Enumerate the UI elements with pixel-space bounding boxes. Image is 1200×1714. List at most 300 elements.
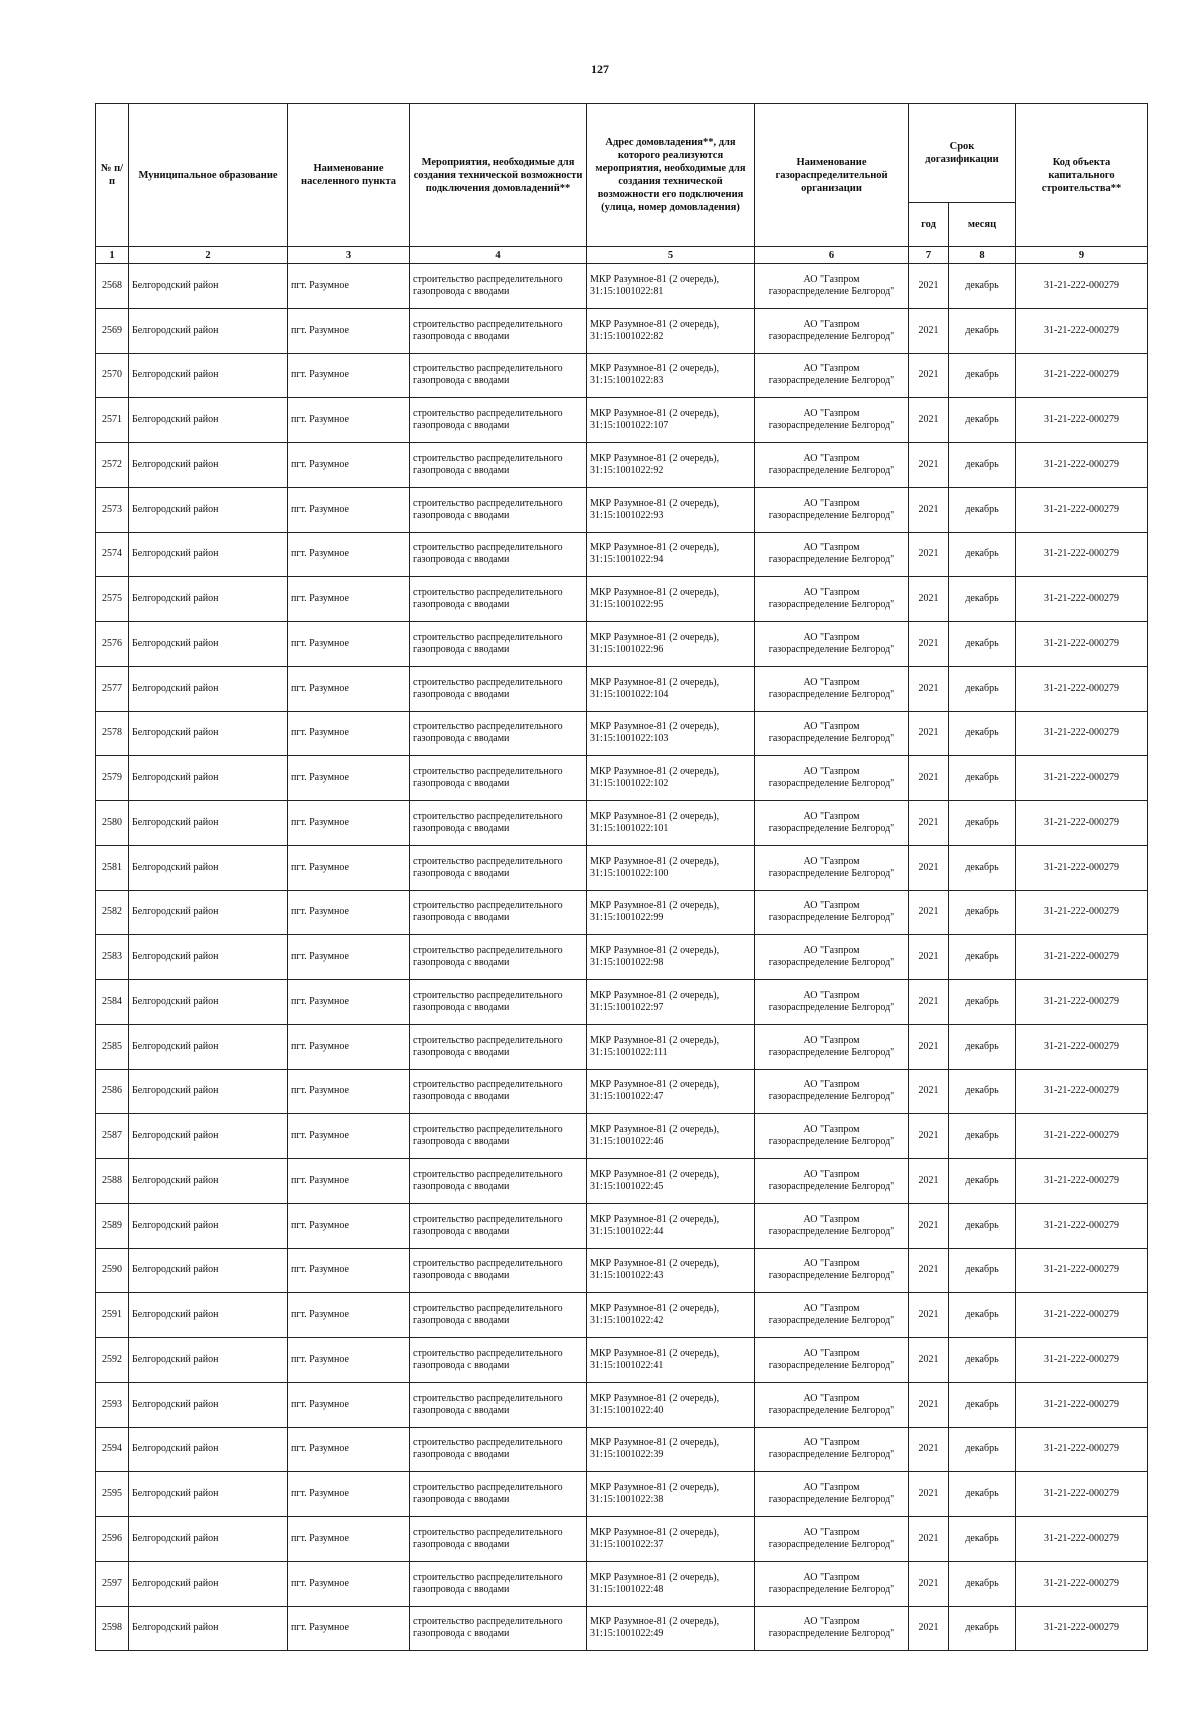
cell-address-line: 31:15:1001022:39 xyxy=(590,1449,664,1461)
cell-municipality: Белгородский район xyxy=(129,1293,288,1338)
cell-measures-line: газопровода с вводами xyxy=(413,1628,510,1640)
cell-municipality: Белгородский район xyxy=(129,622,288,667)
cell-code: 31-21-222-000279 xyxy=(1016,1517,1148,1562)
cell-address-line: МКР Разумное-81 (2 очередь), xyxy=(590,1482,720,1494)
cell-address xyxy=(587,1114,755,1159)
table-row xyxy=(96,1561,1148,1606)
cell-locality: пгт. Разумное xyxy=(288,1517,410,1562)
cell-address-line: МКР Разумное-81 (2 очередь), xyxy=(590,1571,720,1583)
cell-code: 31-21-222-000279 xyxy=(1016,1114,1148,1159)
cell-measures xyxy=(410,711,587,756)
cell-measures xyxy=(410,1203,587,1248)
table-row xyxy=(96,1114,1148,1159)
cell-year: 2021 xyxy=(909,264,949,309)
cell-org-line: газораспределение Белгород" xyxy=(768,599,895,611)
cell-month: декабрь xyxy=(949,1561,1016,1606)
cell-org-line: АО "Газпром xyxy=(803,1079,860,1091)
cell-locality: пгт. Разумное xyxy=(288,1069,410,1114)
cell-measures-line: строительство распределительного xyxy=(413,363,563,375)
cell-code: 31-21-222-000279 xyxy=(1016,1248,1148,1293)
header-address: Адрес домовладения**, для которого реализуются мероприятия, необходимые для создания технической возможности его подключения (улица, номер домовладения) xyxy=(587,104,755,247)
cell-year: 2021 xyxy=(909,1561,949,1606)
cell-num: 2591 xyxy=(96,1293,129,1338)
cell-measures-line: строительство распределительного xyxy=(413,1616,563,1628)
column-number: 1 xyxy=(96,247,129,264)
cell-month: декабрь xyxy=(949,622,1016,667)
cell-measures-line: газопровода с вводами xyxy=(413,1583,510,1595)
cell-address xyxy=(587,935,755,980)
cell-address xyxy=(587,1382,755,1427)
cell-year: 2021 xyxy=(909,1159,949,1204)
cell-address-line: МКР Разумное-81 (2 очередь), xyxy=(590,497,720,509)
cell-address-line: 31:15:1001022:99 xyxy=(590,912,664,924)
cell-address-line: МКР Разумное-81 (2 очередь), xyxy=(590,1124,720,1136)
cell-num: 2588 xyxy=(96,1159,129,1204)
cell-measures-line: строительство распределительного xyxy=(413,542,563,554)
table-row xyxy=(96,1517,1148,1562)
cell-code: 31-21-222-000279 xyxy=(1016,845,1148,890)
cell-num: 2578 xyxy=(96,711,129,756)
cell-year: 2021 xyxy=(909,1338,949,1383)
cell-org-line: АО "Газпром xyxy=(803,1526,860,1538)
cell-measures-line: строительство распределительного xyxy=(413,1213,563,1225)
cell-measures xyxy=(410,756,587,801)
cell-num: 2572 xyxy=(96,443,129,488)
cell-measures-line: строительство распределительного xyxy=(413,1347,563,1359)
cell-locality: пгт. Разумное xyxy=(288,1293,410,1338)
cell-num: 2581 xyxy=(96,845,129,890)
cell-address-line: МКР Разумное-81 (2 очередь), xyxy=(590,1526,720,1538)
cell-address xyxy=(587,1427,755,1472)
cell-address-line: 31:15:1001022:111 xyxy=(590,1046,668,1058)
cell-measures-line: газопровода с вводами xyxy=(413,509,510,521)
cell-org-line: газораспределение Белгород" xyxy=(768,867,895,879)
cell-month: декабрь xyxy=(949,935,1016,980)
table-row xyxy=(96,756,1148,801)
cell-address xyxy=(587,353,755,398)
cell-address xyxy=(587,1606,755,1651)
cell-locality: пгт. Разумное xyxy=(288,1024,410,1069)
cell-month: декабрь xyxy=(949,577,1016,622)
cell-address-line: МКР Разумное-81 (2 очередь), xyxy=(590,1616,720,1628)
header-num: № п/п xyxy=(96,104,129,247)
cell-code: 31-21-222-000279 xyxy=(1016,398,1148,443)
cell-org xyxy=(755,711,909,756)
cell-municipality: Белгородский район xyxy=(129,577,288,622)
cell-code: 31-21-222-000279 xyxy=(1016,1024,1148,1069)
cell-org-line: АО "Газпром xyxy=(803,587,860,599)
header-municipality: Муниципальное образование xyxy=(129,104,288,247)
cell-month: декабрь xyxy=(949,1338,1016,1383)
cell-address-line: МКР Разумное-81 (2 очередь), xyxy=(590,631,720,643)
cell-num: 2575 xyxy=(96,577,129,622)
cell-org-line: АО "Газпром xyxy=(803,1258,860,1270)
cell-measures xyxy=(410,666,587,711)
cell-municipality: Белгородский район xyxy=(129,1248,288,1293)
cell-address-line: МКР Разумное-81 (2 очередь), xyxy=(590,587,720,599)
cell-num: 2580 xyxy=(96,801,129,846)
cell-code: 31-21-222-000279 xyxy=(1016,980,1148,1025)
cell-measures xyxy=(410,890,587,935)
cell-measures-line: строительство распределительного xyxy=(413,587,563,599)
cell-org-line: АО "Газпром xyxy=(803,408,860,420)
cell-measures xyxy=(410,1427,587,1472)
cell-month: декабрь xyxy=(949,1203,1016,1248)
cell-org-line: газораспределение Белгород" xyxy=(768,912,895,924)
cell-org-line: газораспределение Белгород" xyxy=(768,420,895,432)
cell-org xyxy=(755,1382,909,1427)
column-number: 2 xyxy=(129,247,288,264)
cell-year: 2021 xyxy=(909,711,949,756)
cell-measures xyxy=(410,353,587,398)
column-number: 6 xyxy=(755,247,909,264)
cell-code: 31-21-222-000279 xyxy=(1016,756,1148,801)
cell-address xyxy=(587,1338,755,1383)
cell-org-line: АО "Газпром xyxy=(803,1616,860,1628)
cell-municipality: Белгородский район xyxy=(129,264,288,309)
cell-org-line: АО "Газпром xyxy=(803,1482,860,1494)
cell-measures xyxy=(410,577,587,622)
cell-org-line: АО "Газпром xyxy=(803,363,860,375)
table-row xyxy=(96,890,1148,935)
cell-code: 31-21-222-000279 xyxy=(1016,264,1148,309)
cell-measures-line: строительство распределительного xyxy=(413,408,563,420)
cell-address-line: 31:15:1001022:47 xyxy=(590,1091,664,1103)
cell-measures-line: газопровода с вводами xyxy=(413,1538,510,1550)
cell-measures-line: газопровода с вводами xyxy=(413,912,510,924)
cell-measures-line: строительство распределительного xyxy=(413,1482,563,1494)
cell-org-line: газораспределение Белгород" xyxy=(768,957,895,969)
cell-measures-line: газопровода с вводами xyxy=(413,1404,510,1416)
cell-org-line: газораспределение Белгород" xyxy=(768,464,895,476)
cell-year: 2021 xyxy=(909,1293,949,1338)
cell-org-line: АО "Газпром xyxy=(803,452,860,464)
table-row xyxy=(96,353,1148,398)
cell-address xyxy=(587,1024,755,1069)
cell-org-line: АО "Газпром xyxy=(803,1034,860,1046)
cell-address-line: МКР Разумное-81 (2 очередь), xyxy=(590,721,720,733)
cell-municipality: Белгородский район xyxy=(129,1561,288,1606)
cell-municipality: Белгородский район xyxy=(129,1203,288,1248)
cell-year: 2021 xyxy=(909,487,949,532)
cell-locality: пгт. Разумное xyxy=(288,1472,410,1517)
cell-address-line: 31:15:1001022:81 xyxy=(590,285,664,297)
cell-address xyxy=(587,890,755,935)
cell-month: декабрь xyxy=(949,1606,1016,1651)
cell-address-line: 31:15:1001022:41 xyxy=(590,1359,664,1371)
cell-org-line: газораспределение Белгород" xyxy=(768,688,895,700)
cell-address-line: 31:15:1001022:107 xyxy=(590,420,669,432)
cell-org xyxy=(755,935,909,980)
cell-address-line: 31:15:1001022:82 xyxy=(590,330,664,342)
cell-org xyxy=(755,1024,909,1069)
cell-org xyxy=(755,1248,909,1293)
cell-address-line: МКР Разумное-81 (2 очередь), xyxy=(590,1213,720,1225)
cell-locality: пгт. Разумное xyxy=(288,1561,410,1606)
cell-address-line: 31:15:1001022:103 xyxy=(590,733,669,745)
cell-municipality: Белгородский район xyxy=(129,532,288,577)
cell-locality: пгт. Разумное xyxy=(288,1114,410,1159)
cell-org xyxy=(755,622,909,667)
cell-month: декабрь xyxy=(949,532,1016,577)
cell-org-line: АО "Газпром xyxy=(803,1168,860,1180)
cell-month: декабрь xyxy=(949,1293,1016,1338)
cell-measures-line: газопровода с вводами xyxy=(413,464,510,476)
cell-measures xyxy=(410,845,587,890)
cell-org-line: газораспределение Белгород" xyxy=(768,1404,895,1416)
cell-address-line: МКР Разумное-81 (2 очередь), xyxy=(590,1168,720,1180)
cell-org-line: АО "Газпром xyxy=(803,900,860,912)
cell-municipality: Белгородский район xyxy=(129,1024,288,1069)
cell-address xyxy=(587,487,755,532)
cell-year: 2021 xyxy=(909,1517,949,1562)
cell-org-line: газораспределение Белгород" xyxy=(768,1628,895,1640)
cell-measures-line: газопровода с вводами xyxy=(413,1225,510,1237)
cell-code: 31-21-222-000279 xyxy=(1016,1427,1148,1472)
cell-measures-line: газопровода с вводами xyxy=(413,1001,510,1013)
cell-address-line: МКР Разумное-81 (2 очередь), xyxy=(590,1437,720,1449)
cell-org-line: АО "Газпром xyxy=(803,945,860,957)
table-row xyxy=(96,935,1148,980)
cell-org xyxy=(755,1203,909,1248)
cell-measures-line: строительство распределительного xyxy=(413,1392,563,1404)
cell-code: 31-21-222-000279 xyxy=(1016,1069,1148,1114)
cell-address-line: 31:15:1001022:98 xyxy=(590,957,664,969)
cell-address-line: МКР Разумное-81 (2 очередь), xyxy=(590,855,720,867)
cell-org xyxy=(755,353,909,398)
cell-month: декабрь xyxy=(949,1159,1016,1204)
cell-month: декабрь xyxy=(949,308,1016,353)
cell-num: 2585 xyxy=(96,1024,129,1069)
cell-org-line: газораспределение Белгород" xyxy=(768,1046,895,1058)
cell-year: 2021 xyxy=(909,1248,949,1293)
table-row xyxy=(96,1293,1148,1338)
cell-measures-line: газопровода с вводами xyxy=(413,599,510,611)
cell-code: 31-21-222-000279 xyxy=(1016,1382,1148,1427)
cell-locality: пгт. Разумное xyxy=(288,487,410,532)
table-row xyxy=(96,308,1148,353)
cell-address-line: 31:15:1001022:49 xyxy=(590,1628,664,1640)
cell-measures xyxy=(410,1114,587,1159)
cell-address-line: 31:15:1001022:44 xyxy=(590,1225,664,1237)
cell-municipality: Белгородский район xyxy=(129,1427,288,1472)
cell-year: 2021 xyxy=(909,1382,949,1427)
cell-month: декабрь xyxy=(949,264,1016,309)
cell-municipality: Белгородский район xyxy=(129,1338,288,1383)
cell-measures xyxy=(410,622,587,667)
cell-measures xyxy=(410,1024,587,1069)
cell-measures-line: газопровода с вводами xyxy=(413,285,510,297)
cell-address xyxy=(587,398,755,443)
cell-address-line: 31:15:1001022:100 xyxy=(590,867,669,879)
cell-org-line: АО "Газпром xyxy=(803,1124,860,1136)
cell-year: 2021 xyxy=(909,1606,949,1651)
cell-address xyxy=(587,711,755,756)
cell-num: 2570 xyxy=(96,353,129,398)
cell-code: 31-21-222-000279 xyxy=(1016,1293,1148,1338)
cell-measures xyxy=(410,1293,587,1338)
cell-address xyxy=(587,577,755,622)
cell-address xyxy=(587,980,755,1025)
cell-num: 2577 xyxy=(96,666,129,711)
cell-month: декабрь xyxy=(949,1114,1016,1159)
cell-org xyxy=(755,1472,909,1517)
cell-municipality: Белгородский район xyxy=(129,1517,288,1562)
cell-measures-line: газопровода с вводами xyxy=(413,1136,510,1148)
table-row xyxy=(96,577,1148,622)
cell-code: 31-21-222-000279 xyxy=(1016,935,1148,980)
cell-address-line: 31:15:1001022:93 xyxy=(590,509,664,521)
cell-address-line: 31:15:1001022:97 xyxy=(590,1001,664,1013)
cell-address-line: 31:15:1001022:38 xyxy=(590,1494,664,1506)
cell-org xyxy=(755,980,909,1025)
cell-locality: пгт. Разумное xyxy=(288,443,410,488)
cell-measures-line: газопровода с вводами xyxy=(413,822,510,834)
cell-address-line: 31:15:1001022:37 xyxy=(590,1538,664,1550)
table-row xyxy=(96,264,1148,309)
cell-measures-line: строительство распределительного xyxy=(413,497,563,509)
cell-org-line: АО "Газпром xyxy=(803,1213,860,1225)
header-locality: Наименование населенного пункта xyxy=(288,104,410,247)
cell-org xyxy=(755,443,909,488)
cell-code: 31-21-222-000279 xyxy=(1016,577,1148,622)
cell-num: 2594 xyxy=(96,1427,129,1472)
cell-org xyxy=(755,398,909,443)
cell-org-line: АО "Газпром xyxy=(803,1392,860,1404)
cell-address-line: 31:15:1001022:40 xyxy=(590,1404,664,1416)
cell-month: декабрь xyxy=(949,1382,1016,1427)
table-row xyxy=(96,1338,1148,1383)
cell-org xyxy=(755,1114,909,1159)
table-row xyxy=(96,801,1148,846)
cell-locality: пгт. Разумное xyxy=(288,532,410,577)
cell-org xyxy=(755,845,909,890)
cell-code: 31-21-222-000279 xyxy=(1016,890,1148,935)
cell-year: 2021 xyxy=(909,577,949,622)
column-number: 4 xyxy=(410,247,587,264)
cell-measures-line: строительство распределительного xyxy=(413,945,563,957)
cell-measures-line: строительство распределительного xyxy=(413,1034,563,1046)
cell-org xyxy=(755,487,909,532)
cell-address-line: 31:15:1001022:48 xyxy=(590,1583,664,1595)
cell-month: декабрь xyxy=(949,487,1016,532)
cell-org xyxy=(755,1561,909,1606)
cell-month: декабрь xyxy=(949,1517,1016,1562)
cell-address xyxy=(587,756,755,801)
cell-measures xyxy=(410,1561,587,1606)
cell-address-line: МКР Разумное-81 (2 очередь), xyxy=(590,318,720,330)
column-number: 3 xyxy=(288,247,410,264)
table-row xyxy=(96,398,1148,443)
cell-org xyxy=(755,1427,909,1472)
header-org: Наименование газораспределительной организации xyxy=(755,104,909,247)
cell-year: 2021 xyxy=(909,756,949,801)
cell-org-line: газораспределение Белгород" xyxy=(768,1136,895,1148)
cell-year: 2021 xyxy=(909,622,949,667)
cell-measures xyxy=(410,935,587,980)
cell-year: 2021 xyxy=(909,1024,949,1069)
cell-num: 2595 xyxy=(96,1472,129,1517)
cell-measures xyxy=(410,1382,587,1427)
cell-month: декабрь xyxy=(949,398,1016,443)
cell-municipality: Белгородский район xyxy=(129,756,288,801)
cell-month: декабрь xyxy=(949,1024,1016,1069)
cell-org xyxy=(755,577,909,622)
cell-address xyxy=(587,845,755,890)
cell-locality: пгт. Разумное xyxy=(288,577,410,622)
cell-measures-line: строительство распределительного xyxy=(413,810,563,822)
cell-org-line: АО "Газпром xyxy=(803,989,860,1001)
cell-code: 31-21-222-000279 xyxy=(1016,1606,1148,1651)
cell-address-line: МКР Разумное-81 (2 очередь), xyxy=(590,1034,720,1046)
cell-measures-line: газопровода с вводами xyxy=(413,1091,510,1103)
cell-municipality: Белгородский район xyxy=(129,308,288,353)
cell-locality: пгт. Разумное xyxy=(288,1606,410,1651)
cell-org-line: газораспределение Белгород" xyxy=(768,1180,895,1192)
cell-code: 31-21-222-000279 xyxy=(1016,1203,1148,1248)
cell-month: декабрь xyxy=(949,666,1016,711)
cell-municipality: Белгородский район xyxy=(129,801,288,846)
cell-measures-line: газопровода с вводами xyxy=(413,1359,510,1371)
cell-measures-line: строительство распределительного xyxy=(413,676,563,688)
cell-org-line: АО "Газпром xyxy=(803,1571,860,1583)
table-row xyxy=(96,622,1148,667)
cell-address-line: МКР Разумное-81 (2 очередь), xyxy=(590,1079,720,1091)
cell-org-line: газораспределение Белгород" xyxy=(768,330,895,342)
cell-month: декабрь xyxy=(949,1248,1016,1293)
cell-address xyxy=(587,532,755,577)
cell-address-line: 31:15:1001022:83 xyxy=(590,375,664,387)
table-header xyxy=(96,104,1148,264)
cell-measures xyxy=(410,1159,587,1204)
cell-address-line: 31:15:1001022:101 xyxy=(590,822,669,834)
cell-address xyxy=(587,1248,755,1293)
cell-measures-line: строительство распределительного xyxy=(413,1124,563,1136)
cell-measures-line: строительство распределительного xyxy=(413,900,563,912)
cell-locality: пгт. Разумное xyxy=(288,756,410,801)
table-body xyxy=(96,264,1148,1651)
cell-code: 31-21-222-000279 xyxy=(1016,1338,1148,1383)
cell-month: декабрь xyxy=(949,845,1016,890)
cell-address xyxy=(587,1203,755,1248)
cell-num: 2592 xyxy=(96,1338,129,1383)
cell-address-line: МКР Разумное-81 (2 очередь), xyxy=(590,989,720,1001)
cell-code: 31-21-222-000279 xyxy=(1016,487,1148,532)
cell-address-line: МКР Разумное-81 (2 очередь), xyxy=(590,1347,720,1359)
cell-measures-line: строительство распределительного xyxy=(413,1437,563,1449)
cell-measures-line: строительство распределительного xyxy=(413,989,563,1001)
cell-measures xyxy=(410,1248,587,1293)
cell-locality: пгт. Разумное xyxy=(288,935,410,980)
cell-municipality: Белгородский район xyxy=(129,980,288,1025)
cell-org-line: АО "Газпром xyxy=(803,1303,860,1315)
cell-year: 2021 xyxy=(909,935,949,980)
column-number: 9 xyxy=(1016,247,1148,264)
cell-num: 2582 xyxy=(96,890,129,935)
cell-measures-line: газопровода с вводами xyxy=(413,420,510,432)
cell-address xyxy=(587,1069,755,1114)
cell-year: 2021 xyxy=(909,308,949,353)
cell-measures-line: строительство распределительного xyxy=(413,855,563,867)
cell-org-line: газораспределение Белгород" xyxy=(768,1359,895,1371)
cell-measures xyxy=(410,980,587,1025)
cell-org-line: АО "Газпром xyxy=(803,766,860,778)
cell-year: 2021 xyxy=(909,532,949,577)
cell-measures-line: газопровода с вводами xyxy=(413,867,510,879)
cell-measures xyxy=(410,487,587,532)
table-row xyxy=(96,980,1148,1025)
table-row xyxy=(96,1606,1148,1651)
